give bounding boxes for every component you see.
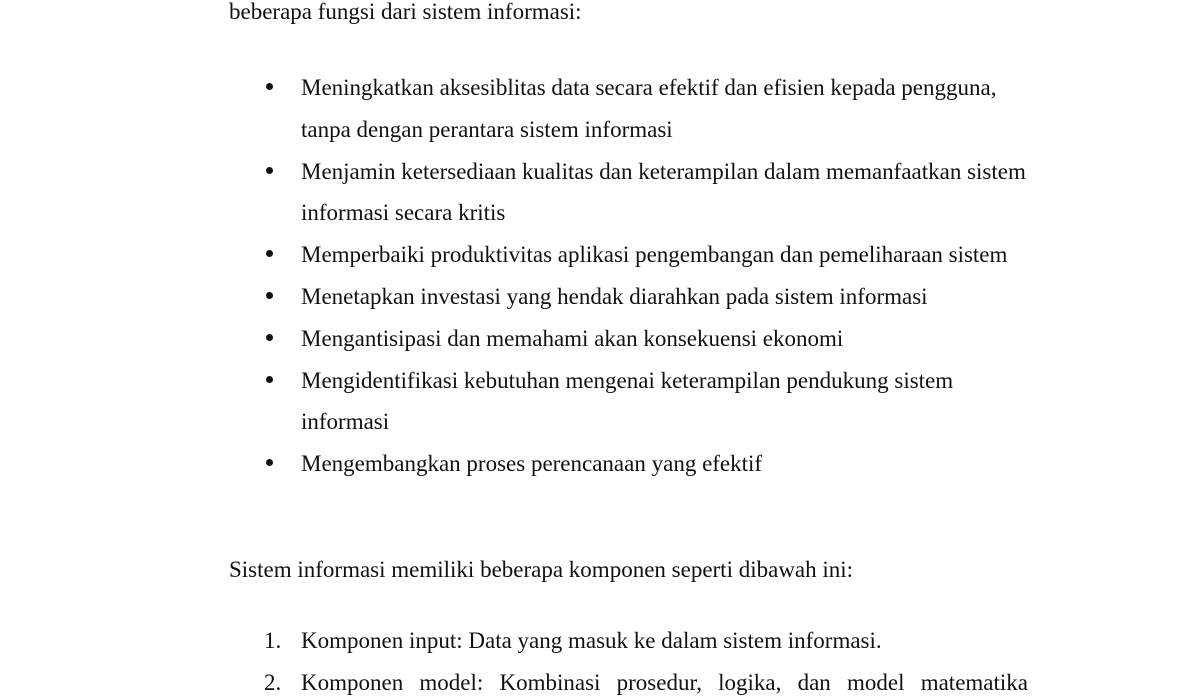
bullet-text: Mengembangkan proses perencanaan yang efektif: [301, 451, 763, 477]
item-number: 1.: [264, 628, 282, 653]
components-numbered-list: [0, 625, 1200, 700]
bullet-item: [0, 151, 1200, 235]
bullet-dot-icon: [266, 83, 273, 90]
item-text: Komponen input: Data yang masuk ke dalam sistem informasi.: [301, 628, 882, 653]
numbered-item: [0, 625, 1200, 667]
numbered-item: [0, 667, 1200, 700]
bullet-text: Mengidentifikasi kebutuhan mengenai keterampilan pendukung sistem informasi: [301, 367, 954, 435]
bullet-text: Mengantisipasi dan memahami akan konsekuensi ekonomi: [301, 325, 844, 351]
bullet-dot-icon: [266, 459, 273, 466]
bullet-dot-icon: [266, 376, 273, 383]
bullet-text: Meningkatkan aksesiblitas data secara efektif dan efisien kepada pengguna, tanpa dengan perantara sistem informasi: [301, 75, 997, 142]
item-text: Komponen model: Kombinasi prosedur, logika, dan model matematika: [301, 670, 1028, 695]
intro-paragraph: beberapa fungsi dari sistem informasi:: [229, 0, 582, 24]
bullet-text: Menjamin ketersediaan kualitas dan keterampilan dalam memanfaatkan sistem informasi secara kritis: [301, 158, 1026, 226]
bullet-dot-icon: [266, 250, 273, 257]
bullet-item: [0, 318, 1200, 360]
components-intro-paragraph: Sistem informasi memiliki beberapa komponen seperti dibawah ini:: [229, 557, 854, 582]
functions-bullet-list: [0, 67, 1200, 485]
bullet-item: [0, 276, 1200, 318]
bullet-dot-icon: [266, 167, 273, 174]
bullet-item: [0, 360, 1200, 444]
item-number: 2.: [264, 670, 282, 695]
bullet-item: [0, 443, 1200, 485]
bullet-text: Menetapkan investasi yang hendak diarahkan pada sistem informasi: [301, 283, 928, 309]
bullet-dot-icon: [266, 292, 273, 299]
bullet-text: Memperbaiki produktivitas aplikasi pengembangan dan pemeliharaan sistem: [301, 242, 1008, 268]
bullet-dot-icon: [266, 334, 273, 341]
bullet-item: [0, 234, 1200, 276]
bullet-item: [0, 67, 1200, 151]
